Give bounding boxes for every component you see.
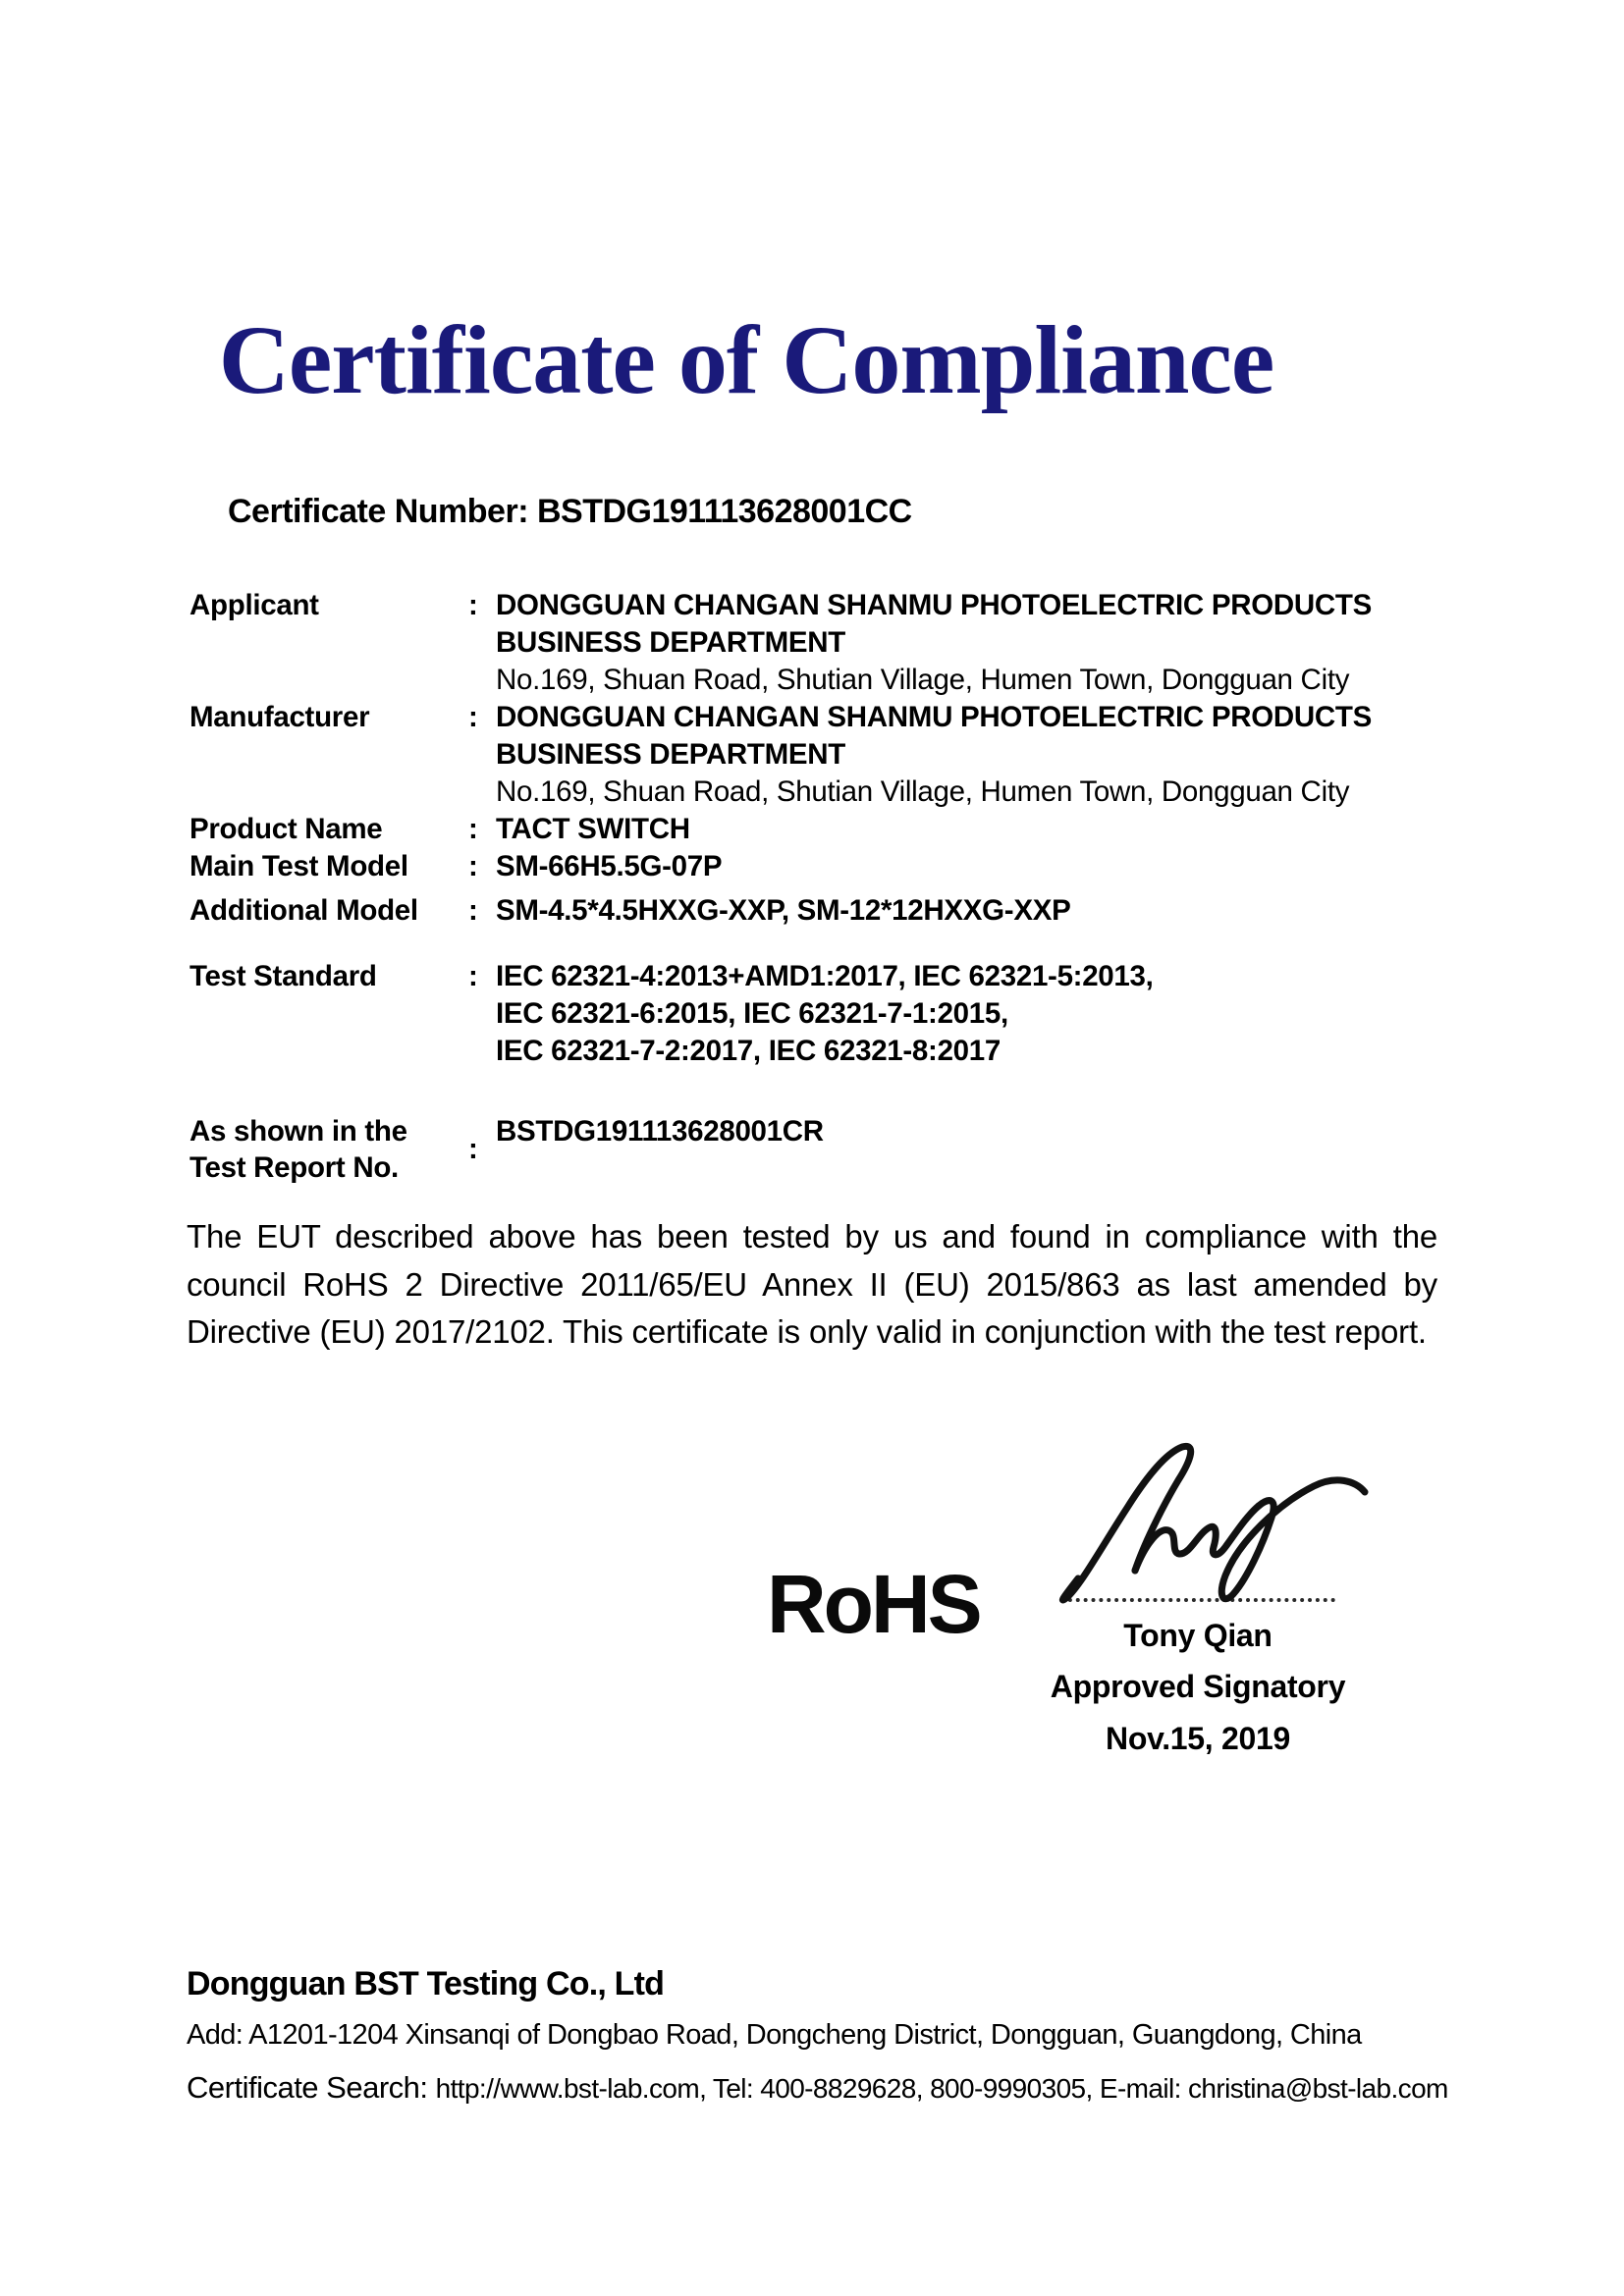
product-name-label: Product Name bbox=[189, 813, 383, 845]
manufacturer-label: Manufacturer bbox=[189, 701, 370, 733]
colon: : bbox=[468, 701, 478, 733]
colon: : bbox=[468, 850, 478, 882]
certificate-number-label: Certificate Number: bbox=[228, 493, 537, 530]
compliance-statement: The EUT described above has been tested by us and found in compliance with the council RoHS 2 Directive 2011/65/EU Annex II (EU) 2015/863 as last amended by Directive (EU) 2017/2102. This certificate is only valid in conjunction with the test report. bbox=[187, 1218, 1437, 1350]
test-standard-line1: IEC 62321-4:2013+AMD1:2017, IEC 62321-5:2013, bbox=[496, 960, 1154, 992]
signature-handwriting-icon bbox=[1051, 1431, 1375, 1608]
page-title: Certificate of Compliance bbox=[218, 305, 1274, 414]
row-product-name bbox=[189, 811, 1495, 848]
additional-model-value: SM-4.5*4.5HXXG-XXP, SM-12*12HXXG-XXP bbox=[496, 894, 1071, 927]
row-manufacturer bbox=[189, 699, 1495, 811]
info-table bbox=[189, 587, 1495, 1186]
manufacturer-name-line2: BUSINESS DEPARTMENT bbox=[496, 738, 845, 771]
applicant-name-line2: BUSINESS DEPARTMENT bbox=[496, 626, 845, 659]
signature-line bbox=[1060, 1598, 1335, 1602]
rohs-logo: RoHS bbox=[767, 1558, 980, 1650]
footer bbox=[187, 1965, 1463, 2106]
colon: : bbox=[468, 1133, 478, 1165]
certificate-number-value: BSTDG191113628001CC bbox=[536, 493, 912, 530]
signature-date: Nov.15, 2019 bbox=[1106, 1721, 1290, 1756]
signatory-name: Tony Qian bbox=[1123, 1618, 1272, 1653]
main-test-model-label: Main Test Model bbox=[189, 850, 408, 882]
test-report-label-line2: Test Report No. bbox=[189, 1151, 399, 1184]
row-test-report bbox=[189, 1113, 1495, 1186]
manufacturer-address: No.169, Shuan Road, Shutian Village, Humen Town, Dongguan City bbox=[496, 775, 1350, 808]
manufacturer-name-line1: DONGGUAN CHANGAN SHANMU PHOTOELECTRIC PRODUCTS bbox=[496, 701, 1372, 733]
additional-model-label: Additional Model bbox=[189, 894, 418, 927]
row-test-standard bbox=[189, 958, 1495, 1070]
applicant-address: No.169, Shuan Road, Shutian Village, Humen Town, Dongguan City bbox=[496, 664, 1350, 696]
colon: : bbox=[468, 960, 478, 992]
colon: : bbox=[468, 589, 478, 621]
test-report-label-line1: As shown in the bbox=[189, 1115, 407, 1148]
row-applicant bbox=[189, 587, 1495, 699]
test-standard-value bbox=[496, 958, 1154, 1070]
applicant-value bbox=[496, 587, 1372, 699]
signature-block bbox=[1021, 1431, 1375, 1757]
colon: : bbox=[468, 813, 478, 845]
certificate-search-label: Certificate Search: bbox=[187, 2070, 436, 2105]
lab-company-name: Dongguan BST Testing Co., Ltd bbox=[187, 1965, 665, 2002]
main-test-model-value: SM-66H5.5G-07P bbox=[496, 850, 723, 882]
test-standard-label: Test Standard bbox=[189, 960, 377, 992]
test-report-value: BSTDG191113628001CR bbox=[496, 1115, 824, 1148]
colon: : bbox=[468, 894, 478, 927]
row-main-test-model bbox=[189, 848, 1495, 885]
certificate-search-value: http://www.bst-lab.com, Tel: 400-8829628, 800-9990305, E-mail: christina@bst-lab.com bbox=[435, 2073, 1448, 2104]
certificate-search-line bbox=[187, 2070, 1463, 2106]
lab-address: Add: A1201-1204 Xinsanqi of Dongbao Road, Dongcheng District, Dongguan, Guangdong, China bbox=[187, 2019, 1362, 2051]
applicant-name-line1: DONGGUAN CHANGAN SHANMU PHOTOELECTRIC PRODUCTS bbox=[496, 589, 1372, 621]
manufacturer-value bbox=[496, 699, 1372, 811]
test-standard-line2: IEC 62321-6:2015, IEC 62321-7-1:2015, bbox=[496, 997, 1008, 1030]
row-additional-model bbox=[189, 892, 1495, 930]
certificate-number-line bbox=[228, 493, 912, 531]
signatory-role: Approved Signatory bbox=[1050, 1669, 1346, 1704]
test-standard-line3: IEC 62321-7-2:2017, IEC 62321-8:2017 bbox=[496, 1035, 1001, 1067]
test-report-label bbox=[189, 1113, 468, 1186]
product-name-value: TACT SWITCH bbox=[496, 813, 690, 845]
applicant-label: Applicant bbox=[189, 589, 319, 621]
